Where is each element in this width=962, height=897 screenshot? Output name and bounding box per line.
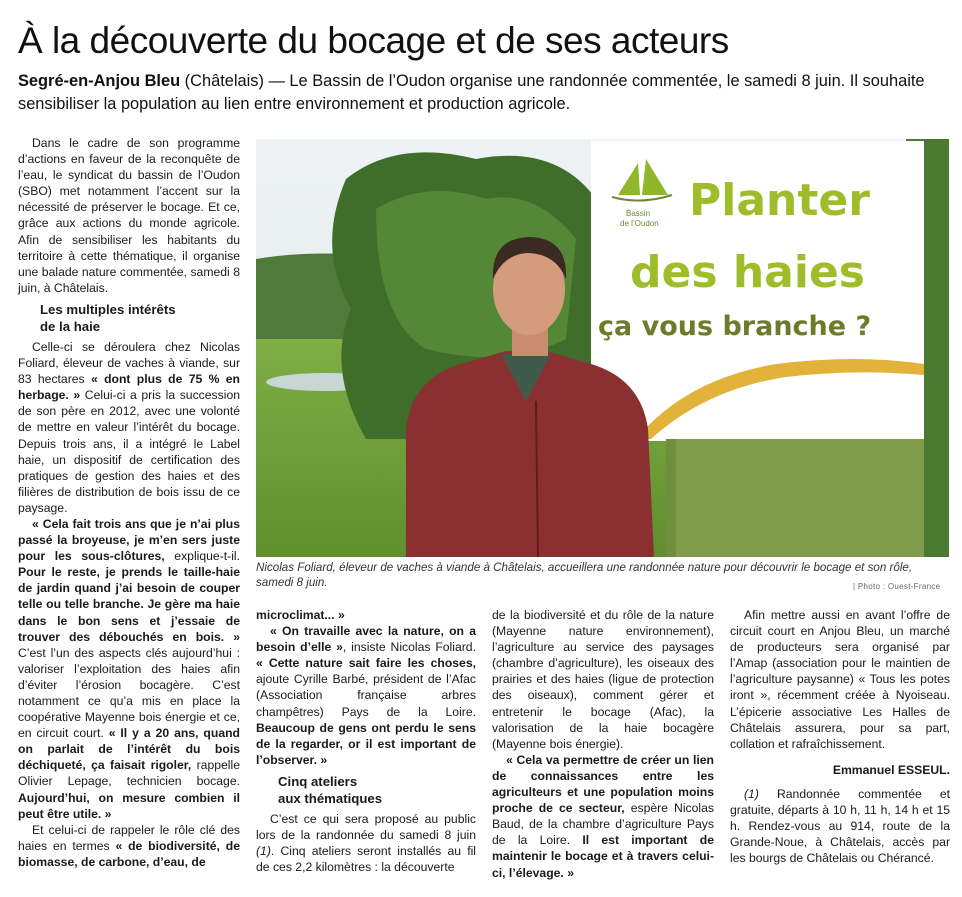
lead-place: Segré-en-Anjou Bleu: [18, 72, 181, 90]
article-column-3: [492, 607, 714, 881]
headline: À la découverte du bocage et de ses acteurs: [18, 20, 729, 61]
sign-text-planter: Planter: [689, 175, 870, 226]
author-signature: Emmanuel ESSEUL.: [832, 762, 950, 777]
quote-run: Il est important de maintenir le bocage et à travers celui-ci, l’élevage. »: [492, 833, 714, 880]
col4-paragraph-1: Afin mettre aussi en avant l’offre de circuit court en Anjou Bleu, un marché de producteurs sera organisé par l’Amap (association pour le maintien de l’agriculture paysanne) « Tous les potes iront », récemment créée à Nyoiseau. L’épicerie associative Les Halles de Châtelais assurera, pour sa part, collation et rafraîchissement.: [730, 608, 950, 751]
photo-credit: | Photo : Ouest-France: [853, 582, 941, 591]
text-run: Et celui-ci de rappeler le rôle clé des haies en termes: [18, 822, 240, 853]
footnote-number: (1): [744, 786, 759, 801]
footnote: [730, 786, 950, 866]
subheading-cinq-ateliers: [256, 773, 476, 807]
subheading-line-2: aux thématiques: [278, 790, 383, 806]
text-run: rappelle Olivier Lepage, technicien bocage.: [18, 758, 240, 789]
subheading-line-1: Les multiples intérêts: [40, 301, 176, 317]
article-column-2: [256, 607, 476, 875]
logo-text-1: Bassin: [626, 209, 651, 218]
text-run: espère Nicolas Baud, de la chambre d’agriculture Pays de la Loire.: [492, 801, 714, 848]
text-run: C’est l’un des aspects clés aujourd’hui : valoriser l’exploitation des haies afin d’éviter l’érosion bocagère. C’est notamment ce qu’a mis en place la coopérative Mayenne bois énergie et ce, en circuit court.: [18, 645, 240, 741]
article-column-4: [730, 607, 950, 866]
quote-run: Pour le reste, je prends le taille-haie de jardin quand j’ai besoin de couper telle ou telle branche. Je gère ma haie dans le bon sens et j’essaie de trouver des débouchés en bois. »: [18, 565, 240, 644]
sign-text-branche: ça vous branche ?: [598, 311, 872, 342]
quote-run: « Cela va permettre de créer un lien de connaissances entre les agriculteurs et une population moins proche de ce secteur,: [492, 752, 714, 816]
text-run: . Cinq ateliers seront installés au fil de ces 2,2 kilomètres : la découverte: [256, 844, 476, 875]
lead-paragraph: [18, 70, 946, 116]
col2-paragraph-2: [256, 623, 476, 768]
quote-run: « Il y a 20 ans, quand on parlait de l’intérêt du bois déchiqueté, ça faisait rigoler,: [18, 726, 240, 773]
sign-photo-field-light: [676, 439, 924, 557]
subheading-multiples-interets: [18, 301, 240, 335]
quote-run: « Cette nature sait faire les choses,: [256, 656, 476, 671]
col1-paragraph-4: [18, 822, 240, 870]
col1-paragraph-1: Dans le cadre de son programme d’actions en faveur de la reconquête de l’eau, le syndicat du bassin de l’Oudon (SBO) met notamment l’accent sur la nécessité de préserver le bocage. Et ce, grâce aux actions du monde agricole. Afin de sensibiliser les habitants du territoire à cette thématique, il organise une balade nature commentée, samedi 8 juin, à Châtelais.: [18, 136, 240, 295]
col1-paragraph-3: [18, 516, 240, 822]
text-run: C’est ce qui sera proposé au public lors de la randonnée du samedi 8 juin: [256, 811, 476, 843]
quote-run: « de biodiversité, de biomasse, de carbone, d’eau, de: [18, 838, 240, 869]
article-column-1: [18, 135, 240, 870]
col3-paragraph-1: de la biodiversité et du rôle de la nature (Mayenne nature environnement), l’agriculture au service des paysages (chambre d’agriculture), les oiseaux des prairies et des haies (ligue de protection des oiseaux), comment gérer et entretenir le bocage (Afac), la valorisation de la haie bocagère (Mayenne bois énergie).: [492, 608, 714, 751]
photo-illustration: [256, 139, 949, 557]
text-run: , insiste Nicolas Foliard.: [342, 640, 476, 655]
text-run: ajoute Cyrille Barbé, président de l’Afac (Association française arbres champêtres) Pays de la Loire.: [256, 672, 476, 719]
quote-run: Aujourd’hui, on mesure combien il peut être utile. »: [18, 790, 240, 821]
lead-subplace: (Châtelais) —: [180, 72, 290, 90]
logo-text-2: de l’Oudon: [620, 219, 659, 228]
text-run: Celle-ci se déroulera chez Nicolas Foliard, éleveur de vaches à viande, sur 83 hectares: [18, 339, 240, 387]
text-run: explique-t-il.: [164, 549, 241, 564]
quote-run: « On travaille avec la nature, on a besoin d’elle »: [256, 624, 476, 655]
photo-caption: Nicolas Foliard, éleveur de vaches à viande à Châtelais, accueillera une randonnée nature pour découvrir le bocage et son rôle, samedi 8 juin.: [256, 561, 913, 589]
lead-text: Le Bassin de l’Oudon organise une randonnée commentée, le samedi 8 juin. Il souhaite sensibiliser la population au lien entre environnement et production agricole.: [18, 72, 925, 113]
footnote-text: Randonnée commentée et gratuite, départs à 10 h, 11 h, 14 h et 15 h. Rendez-vous au 914, route de la Grande-Noue, à Châtelais, accès par les bourgs de Châtelais ou Chérancé.: [730, 786, 950, 866]
col2-paragraph-1: [256, 607, 476, 623]
quote-run: « dont plus de 75 % en herbage. »: [18, 372, 240, 403]
sign-text-des-haies: des haies: [630, 247, 865, 298]
article-photo: [256, 139, 949, 557]
footnote-ref: (1): [256, 844, 271, 859]
col2-paragraph-3: [256, 811, 476, 875]
text-run: Celui-ci a pris la succession de son père en 2012, avec une volonté de mettre en valeur l’intérêt du bocage. Depuis trois ans, il a intégré le Label haie, un dispositif de certification des pratiques de gestion des haies et des filières de distribution de bois issu de ce paysage.: [18, 388, 240, 515]
quote-run: « Cela fait trois ans que je n’ai plus passé la broyeuse, je m’en sers juste pour les sous-clôtures,: [18, 516, 240, 564]
subheading-line-2: de la haie: [40, 318, 101, 334]
subheading-line-1: Cinq ateliers: [278, 773, 358, 789]
col3-paragraph-2: [492, 752, 714, 881]
quote-run: Beaucoup de gens ont perdu le sens de la regarder, or il est important de l’observer. »: [256, 720, 476, 767]
quote-run: microclimat... »: [256, 608, 345, 622]
col1-paragraph-2: [18, 339, 240, 516]
